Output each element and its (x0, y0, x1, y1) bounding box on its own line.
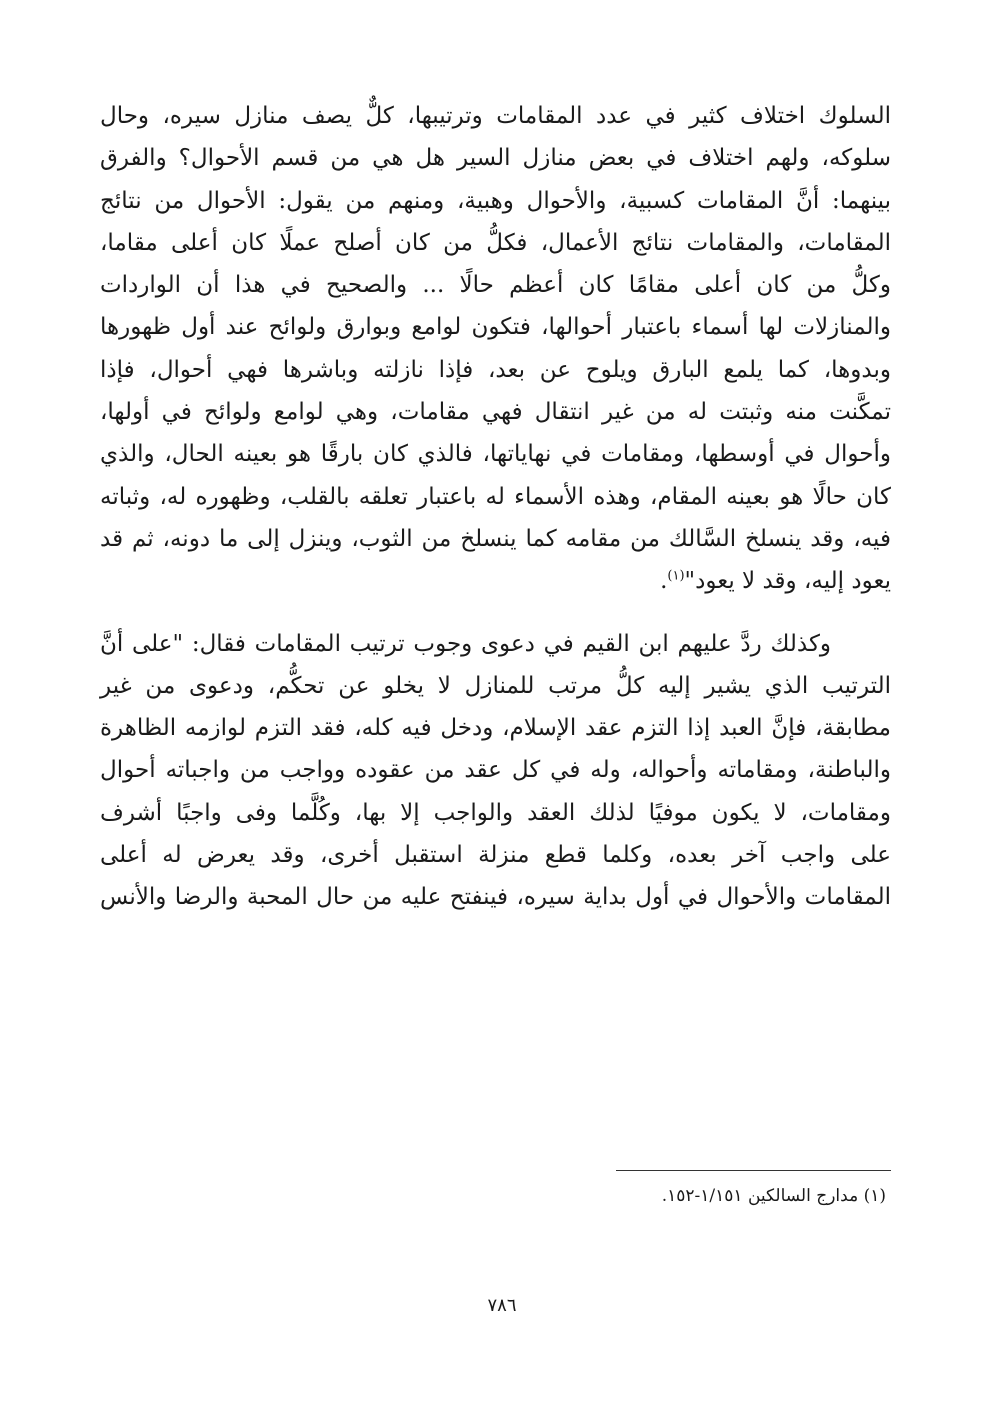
paragraph-2 (100, 623, 891, 919)
footnote-reference[interactable]: (١) (667, 568, 685, 584)
footnote: (١) مدارج السالكين ١/١٥١-١٥٢. (661, 1186, 886, 1206)
text-line: وكذلك ردَّ عليهم ابن القيم في دعوى وجوب ترتيب المقامات فقال: "على أنَّ (100, 630, 831, 657)
body-text (100, 95, 891, 919)
paragraph-gap (100, 603, 891, 623)
footnote-separator (616, 1170, 891, 1171)
text-line: السلوك اختلاف كثير في عدد المقامات وترتيبها، كلٌّ يصف منازل سيره، وحال (100, 103, 891, 129)
paragraph-1 (100, 95, 891, 603)
text-line: فيه، وقد ينسلخ السَّالك من مقامه كما ينسلخ من الثوب، وينزل إلى ما دونه، ثم قد (100, 525, 891, 552)
text-line-last (100, 560, 891, 602)
page-number: ٧٨٦ (487, 1295, 517, 1316)
text-line: وبدوها، كما يلمع البارق ويلوح عن بعد، فإذا نازلته وباشرها فهي أحوال، فإذا (100, 356, 891, 383)
text-line: وأحوال في أوسطها، ومقامات في نهاياتها، فالذي كان بارقًا هو بعينه الحال، والذي (100, 441, 891, 468)
text-line: الترتيب الذي يشير إليه كلُّ مرتب للمنازل لا يخلو عن تحكُّم، ودعوى من غير (100, 672, 891, 699)
text-line-last-body: يعود إليه، وقد لا يعود" (684, 568, 891, 595)
text-line: مطابقة، فإنَّ العبد إذا التزم عقد الإسلام، ودخل فيه كله، فقد التزم لوازمه الظاهرة (100, 715, 891, 742)
text-line: والباطنة، ومقاماته وأحواله، وله في كل عقد من عقوده وواجب من واجباته أحوال (100, 757, 891, 784)
text-line: المقامات والأحوال في أول بداية سيره، فينفتح عليه من حال المحبة والرضا والأنس (100, 884, 891, 911)
text-line: المقامات، والمقامات نتائج الأعمال، فكلُّ من كان أصلح عملًا كان أعلى مقاما، (100, 229, 891, 256)
text-line: كان حالًا هو بعينه المقام، وهذه الأسماء له باعتبار تعلقه بالقلب، وظهوره له، وثباته (100, 483, 891, 510)
text-line-end-mark: . (660, 568, 668, 595)
text-line: على واجب آخر بعده، وكلما قطع منزلة استقبل أخرى، وقد يعرض له أعلى (100, 842, 891, 869)
text-line: والمنازلات لها أسماء باعتبار أحوالها، فتكون لوامع وبوارق ولوائح عند أول ظهورها (100, 314, 891, 341)
text-line: تمكَّنت منه وثبتت له من غير انتقال فهي مقامات، وهي لوامع ولوائح في أولها، (100, 399, 891, 426)
text-line: وكلُّ من كان أعلى مقامًا كان أعظم حالًا ... والصحيح في هذا أن الواردات (100, 272, 891, 299)
text-line: بينهما: أنَّ المقامات كسبية، والأحوال وهبية، ومنهم من يقول: الأحوال من نتائج (100, 187, 891, 214)
text-line: سلوكه، ولهم اختلاف في بعض منازل السير هل هي من قسم الأحوال؟ والفرق (100, 145, 891, 172)
text-line: ومقامات، لا يكون موفيًا لذلك العقد والواجب إلا بها، وكُلَّما وفى واجبًا أشرف (100, 799, 891, 826)
